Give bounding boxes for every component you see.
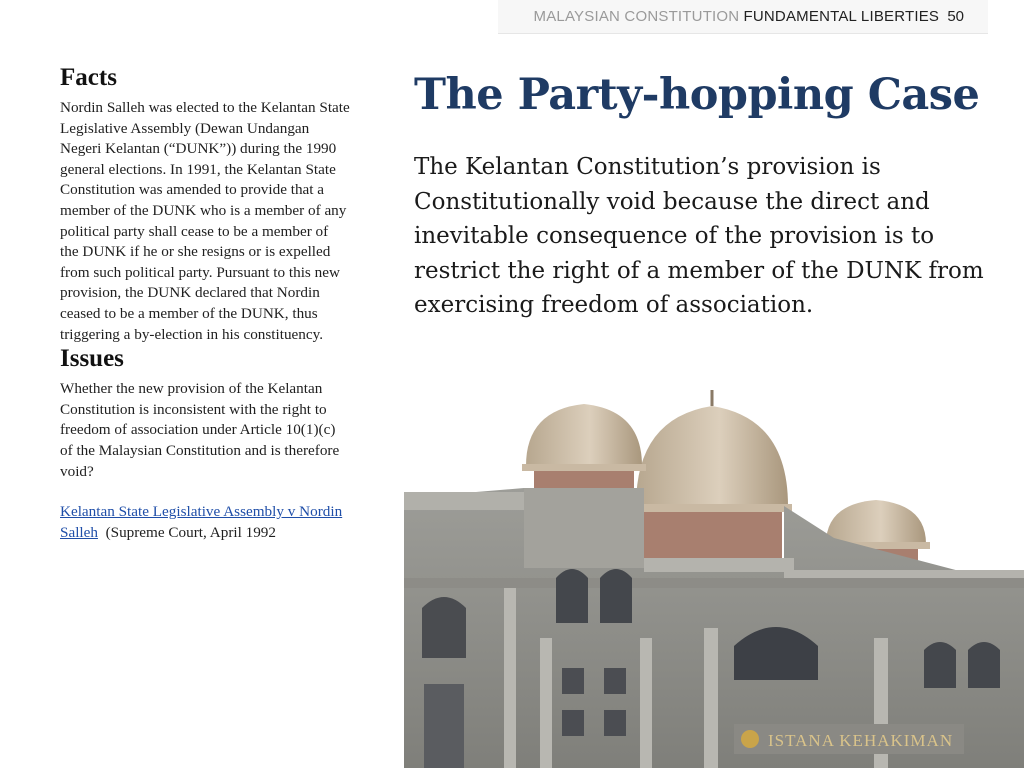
facts-heading: Facts <box>60 64 117 91</box>
facts-body: Nordin Salleh was elected to the Kelantan State Legislative Assembly (Dewan Undangan Negeri Kelantan (“DUNK”)) during the 1990 general elections. In 1991, the Kelantan State Constitution was amended to provide that a member of the DUNK who is a member of any political party shall cease to be a member of the DUNK if he or she resigns or is expelled from such political party. Pursuant to this new provision, the DUNK declared that Nordin ceased to be a member of the DUNK, thus triggering a by-election in his constituency. <box>60 99 350 343</box>
issues-body: Whether the new provision of the Kelantan Constitution is inconsistent with the right to freedom of association under Article 10(1)(c) of the Malaysian Constitution and is therefore void? <box>60 380 340 480</box>
page-number: 50 <box>947 8 964 25</box>
case-citation <box>60 502 350 543</box>
case-citation-court: (Supreme Court, April 1992 <box>105 523 276 541</box>
header-title: FUNDAMENTAL LIBERTIES <box>743 8 940 25</box>
building-sign <box>734 724 964 754</box>
case-citation-link[interactable]: Kelantan State Legislative Assembly v Nordin Salleh <box>60 503 343 541</box>
left-column <box>60 64 350 543</box>
holding-text: The Kelantan Constitution’s provision is Constitutionally void because the direct and inevitable consequence of the provision is to restrict the right of a member of the DUNK from exercising freedom of association. <box>414 154 984 318</box>
header-strip <box>498 0 988 34</box>
building-sign-text: ISTANA KEHAKIMAN <box>768 731 954 750</box>
palace-of-justice-photo <box>404 388 1024 768</box>
issues-heading: Issues <box>60 345 124 373</box>
page-title: The Party-hopping Case <box>414 70 980 120</box>
header-subtitle: MALAYSIAN CONSTITUTION <box>533 8 740 25</box>
